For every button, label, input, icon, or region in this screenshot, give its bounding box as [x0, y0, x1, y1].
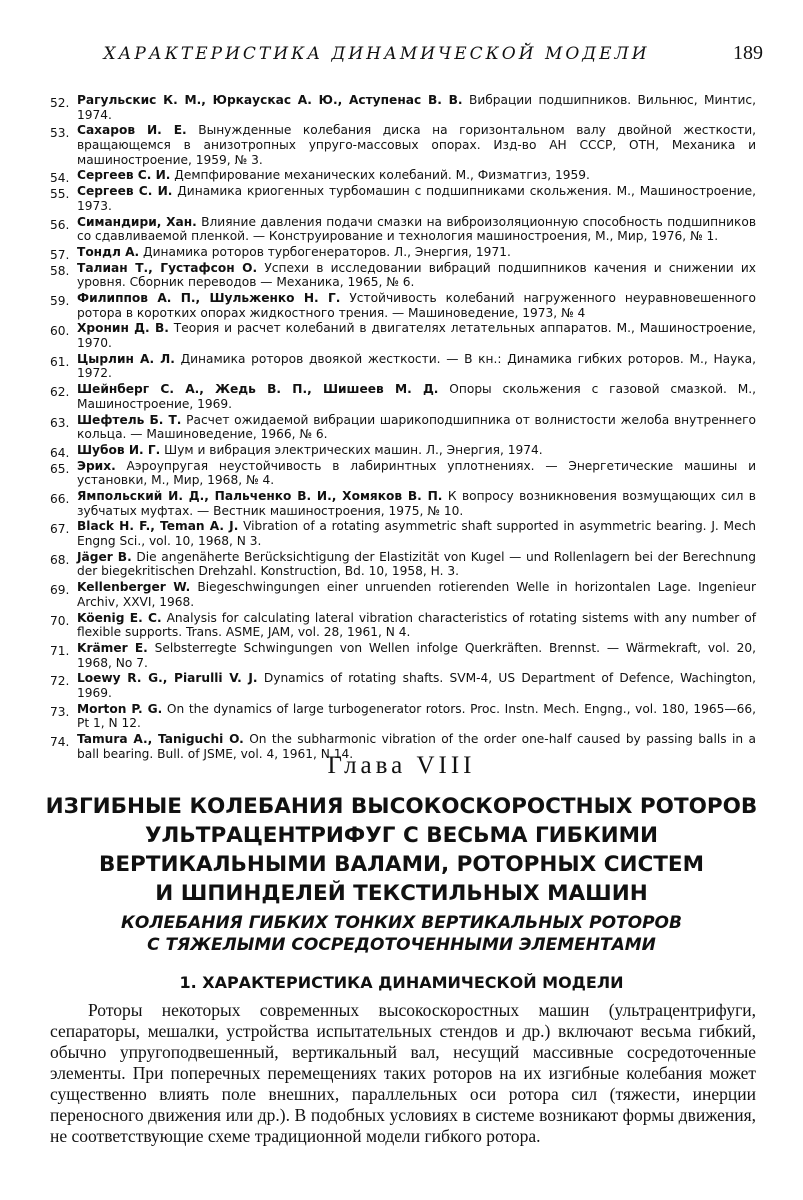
reference-item [50, 443, 756, 458]
reference-authors: Тондл А. [77, 244, 140, 259]
reference-authors: Талиан Т., Густафсон О. [77, 260, 258, 275]
reference-number: 73. [50, 704, 70, 719]
reference-number: 59. [50, 294, 70, 309]
reference-authors: Хронин Д. В. [77, 321, 169, 336]
reference-text: Dynamics of rotating shafts. SVM-4, US Department of Defence, Wachington, 1969. [77, 671, 756, 700]
reference-text: Vibration of a rotating asymmetric shaft supported in asymmetric bearing. J. Mech Engng Sci., vol. 10, 1968, N 3. [77, 519, 756, 549]
reference-text: Устойчивость колебаний нагруженного неуравновешенного ротора в коротких опорах жидкостного трения. — Машиноведение, 1973, № 4 [77, 291, 757, 320]
reference-item [50, 550, 756, 579]
reference-text: Теория и расчет колебаний в двигателях летательных аппаратов. М., Машиностроение, 1970. [77, 321, 756, 350]
reference-text: Selbsterregte Schwingungen von Wellen infolge Querkräften. Brennst. — Wärmekraft, vol. 20, 1968, No 7. [77, 640, 756, 670]
running-header [50, 42, 763, 72]
reference-item [50, 413, 756, 442]
reference-authors: Сергеев С. И. [77, 184, 173, 199]
reference-number: 61. [50, 354, 70, 369]
reference-item [50, 702, 756, 731]
reference-number: 69. [50, 583, 70, 598]
reference-text: Динамика роторов турбогенераторов. Л., Энергия, 1971. [139, 244, 511, 259]
reference-item [50, 459, 756, 488]
reference-text: Опоры скольжения с газовой смазкой. М., Машиностроение, 1969. [77, 382, 756, 411]
reference-number: 58. [50, 263, 70, 278]
reference-number: 55. [50, 187, 70, 202]
reference-item [50, 382, 756, 411]
reference-text: К вопросу возникновения возмущающих сил в зубчатых муфтах. — Вестник машиностроения, 1975, № 10. [77, 489, 756, 518]
reference-authors: Рагульскис К. М., Юркаускас А. Ю., Аступенас В. В. [77, 93, 463, 107]
reference-text: Влияние давления подачи смазки на виброизоляционную способность подшипников со сдавливаемой пленкой. — Конструирование и технология машиностроения, М., Мир, 1976, № 1. [77, 214, 757, 244]
reference-text: On the subharmonic vibration of the order one-half caused by passing balls in a ball bearing. Bull. of JSME, vol. 4, 1961, N 14. [77, 732, 756, 761]
running-title: ХАРАКТЕРИСТИКА ДИНАМИЧЕСКОЙ МОДЕЛИ [103, 44, 650, 64]
chapter-title-line: И ШПИНДЕЛЕЙ ТЕКСТИЛЬНЫХ МАШИН [155, 881, 648, 906]
reference-text: Динамика роторов двоякой жесткости. — В кн.: Динамика гибких роторов. М., Наука, 1972. [77, 351, 756, 381]
chapter-label: Глава VIII [327, 752, 476, 779]
reference-authors: Сахаров И. Е. [77, 123, 187, 138]
reference-authors: Филиппов А. П., Шульженко Н. Г. [77, 291, 341, 306]
reference-authors: Ямпольский И. Д., Пальченко В. И., Хомяков В. П. [77, 489, 443, 504]
reference-text: Biegeschwingungen einer unruenden rotierenden Welle in horizontalen Lage. Ingenieur Archiv, XXVI, 1968. [77, 580, 756, 609]
reference-item [50, 93, 756, 122]
reference-number: 52. [50, 96, 70, 110]
reference-text: Демпфирование механических колебаний. М., Физматгиз, 1959. [170, 168, 590, 183]
chapter-title-line: ВЕРТИКАЛЬНЫМИ ВАЛАМИ, РОТОРНЫХ СИСТЕМ [98, 852, 705, 877]
reference-number: 57. [50, 247, 70, 262]
reference-item [50, 580, 756, 609]
reference-item [50, 321, 756, 350]
reference-authors: Kellenberger W. [77, 580, 191, 595]
reference-item [50, 168, 756, 186]
reference-item [50, 641, 756, 670]
reference-item [50, 671, 756, 700]
reference-authors: Morton P. G. [77, 701, 163, 716]
bibliography-list [50, 93, 756, 762]
reference-authors: Black H. F., Teman A. J. [77, 519, 239, 534]
reference-item [50, 215, 756, 244]
page-number: 189 [733, 42, 763, 64]
reference-authors: Цырлин А. Л. [77, 351, 175, 366]
subsection-heading: 1. ХАРАКТЕРИСТИКА ДИНАМИЧЕСКОЙ МОДЕЛИ [179, 973, 624, 992]
reference-number: 60. [50, 324, 70, 339]
reference-authors: Симандири, Хан. [77, 214, 197, 229]
reference-text: Die angenäherte Berücksichtigung der Elastizität von Kugel — und Rollenlagern bei der Berechnung der biegekritischen Drehzahl. Konstruction, Bd. 10, 1958, H. 3. [77, 549, 757, 579]
reference-item [50, 184, 756, 213]
reference-number: 68. [50, 552, 70, 567]
section-heading [40, 912, 763, 956]
reference-text: Расчет ожидаемой вибрации шарикоподшипника от волнистости желоба внутреннего кольца. — Машиноведение, 1966, № 6. [77, 412, 756, 442]
reference-item [50, 519, 756, 548]
reference-item [50, 611, 756, 640]
reference-authors: Сергеев С. И. [77, 168, 171, 183]
reference-text: Аэроупругая неустойчивость в лабиринтных уплотнениях. — Энергетические машины и установки, М., Мир, 1968, № 4. [77, 458, 756, 488]
reference-number: 63. [50, 415, 70, 430]
reference-authors: Шефтель Б. Т. [77, 412, 182, 427]
reference-item [50, 291, 756, 320]
reference-authors: Jäger B. [77, 549, 132, 564]
reference-text: Вибрации подшипников. Вильнюс, Минтис, 1974. [77, 93, 756, 122]
section-heading-line: КОЛЕБАНИЯ ГИБКИХ ТОНКИХ ВЕРТИКАЛЬНЫХ РОТОРОВ [121, 913, 682, 933]
reference-item [50, 245, 756, 260]
reference-number: 62. [50, 385, 70, 400]
chapter-title [40, 792, 763, 908]
reference-authors: Köenig E. C. [77, 610, 162, 625]
reference-text: Analysis for calculating lateral vibration characteristics of rotating sistems with any number of flexible supports. Trans. ASME, JAM, vol. 28, 1961, N 4. [77, 610, 756, 640]
reference-text: On the dynamics of large turbogenerator rotors. Proc. Instn. Mech. Engng., vol. 180, 1965—66, Pt 1, N 12. [77, 701, 756, 731]
chapter-title-line: УЛЬТРАЦЕНТРИФУГ С ВЕСЬМА ГИБКИМИ [144, 823, 659, 848]
reference-item [50, 489, 756, 518]
reference-authors: Krämer E. [77, 640, 148, 655]
reference-number: 67. [50, 522, 70, 537]
reference-number: 70. [50, 613, 70, 628]
reference-number: 71. [50, 643, 70, 658]
reference-number: 64. [50, 445, 70, 460]
reference-authors: Loewy R. G., Piarulli V. J. [77, 671, 258, 686]
reference-number: 72. [50, 674, 70, 689]
reference-text: Вынужденные колебания диска на горизонтальном валу двойной жесткости, вращающемся в анизотропных упруго-массовых опорах. Изд-во АН СССР, ОТН, Механика и машиностроение, 1959, № 3. [77, 123, 756, 167]
reference-text: Динамика криогенных турбомашин с подшипниками скольжения. М., Машиностроение, 1973. [77, 184, 756, 213]
reference-number: 66. [50, 492, 70, 507]
reference-authors: Tamura A., Taniguchi O. [77, 732, 244, 747]
reference-text: Успехи в исследовании вибраций подшипников качения и снижении их уровня. Сборник переводов — Механика, 1965, № 6. [77, 260, 756, 290]
reference-authors: Шубов И. Г. [77, 442, 161, 457]
reference-number: 65. [50, 461, 70, 476]
reference-item [50, 352, 756, 381]
reference-number: 74. [50, 735, 70, 750]
reference-authors: Эрих. [77, 458, 116, 473]
chapter-title-line: ИЗГИБНЫЕ КОЛЕБАНИЯ ВЫСОКОСКОРОСТНЫХ РОТОРОВ [45, 794, 758, 819]
section-heading-line: С ТЯЖЕЛЫМИ СОСРЕДОТОЧЕННЫМИ ЭЛЕМЕНТАМИ [147, 935, 656, 955]
reference-number: 54. [50, 171, 70, 186]
reference-item [50, 123, 756, 167]
body-paragraph: Роторы некоторых современных высокоскоростных машин (ультрацентрифуги, сепараторы, мешалки, устройства испытательных стендов и др.) включают весьма гибкий, обычно упругоподвешенный, вертикальный вал, несущий массивные сосредоточенные элементы. При поперечных перемещениях таких роторов на их изгибные колебания может существенно влиять поле внешних, параллельных оси ротора сил (тяжести, инерции переносного движения или др.). В подобных условиях в системе возникают формы движения, не соответствующие схеме традиционной модели гибкого ротора. [50, 1000, 756, 1146]
reference-item [50, 261, 756, 290]
reference-authors: Шейнберг С. А., Жедь В. П., Шишеев М. Д. [77, 382, 439, 397]
reference-text: Шум и вибрация электрических машин. Л., Энергия, 1974. [160, 442, 543, 457]
reference-number: 56. [50, 217, 70, 232]
reference-number: 53. [50, 126, 70, 141]
